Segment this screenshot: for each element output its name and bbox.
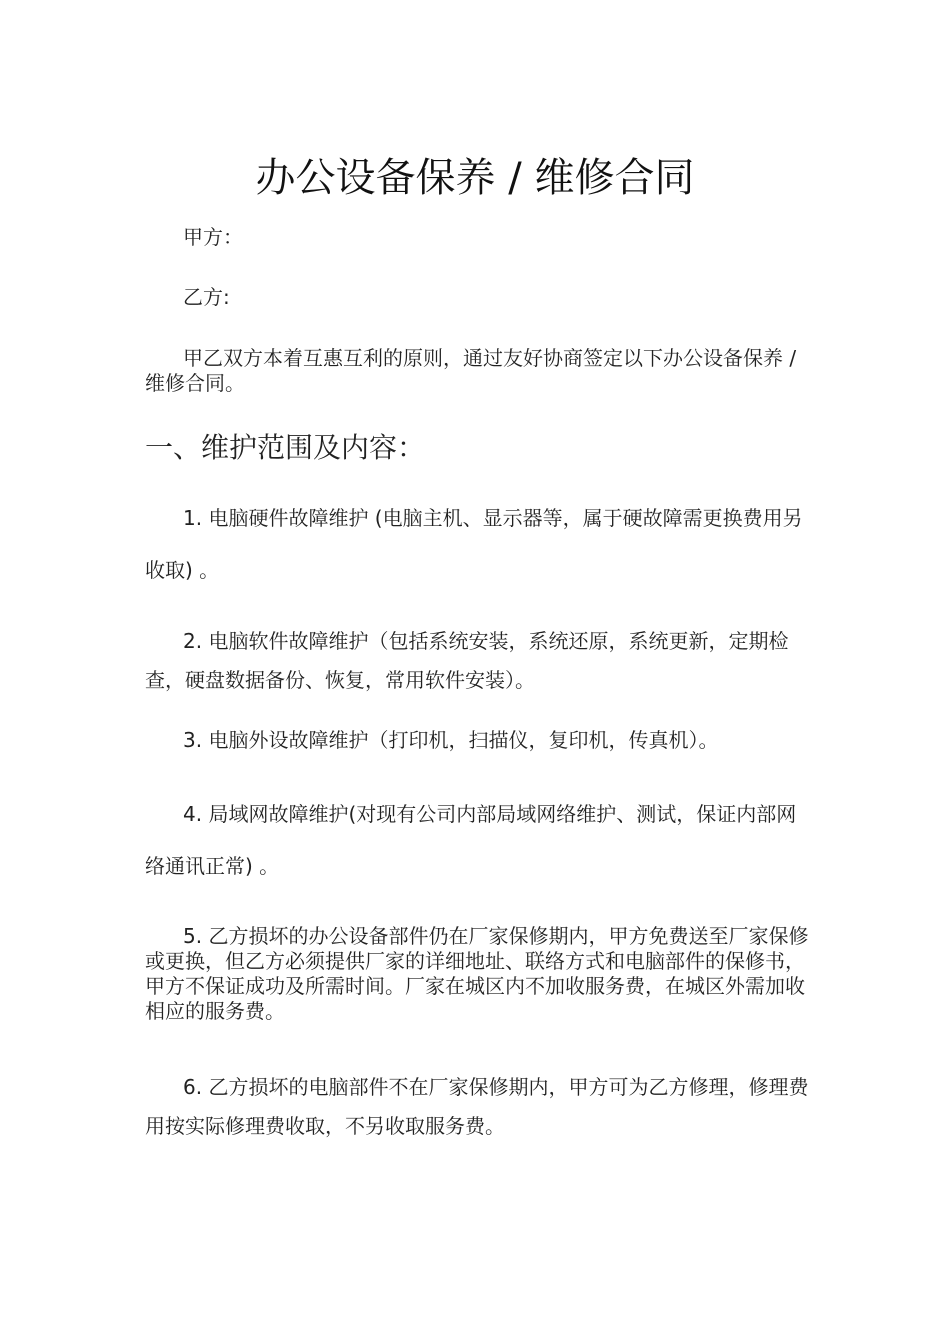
list-item: 4. 局域网故障维护(对现有公司内部局域网络维护、测试，保证内部网络通讯正常) 。 bbox=[145, 802, 797, 878]
list-item: 1. 电脑硬件故障维护 (电脑主机、显示器等，属于硬故障需更换费用另收取) 。 bbox=[145, 506, 803, 582]
section-heading: 一、维护范围及内容： bbox=[145, 431, 426, 464]
intro-paragraph: 甲乙双方本着互惠互利的原则，通过友好协商签定以下办公设备保养 / 维修合同。 bbox=[145, 346, 797, 395]
list-item: 6. 乙方损坏的电脑部件不在厂家保修期内，甲方可为乙方修理，修理费用按实际修理费收取，不另收取服务费。 bbox=[145, 1075, 809, 1138]
document-title: 办公设备保养 / 维修合同 bbox=[255, 155, 695, 201]
party-b-line: 乙方: bbox=[183, 285, 230, 309]
list-item: 3. 电脑外设故障维护（打印机，扫描仪，复印机，传真机）。 bbox=[183, 728, 719, 752]
party-a-line: 甲方： bbox=[183, 225, 243, 249]
list-item: 2. 电脑软件故障维护（包括系统安装，系统还原，系统更新，定期检查，硬盘数据备份、恢复，常用软件安装）。 bbox=[145, 629, 789, 692]
list-item: 5. 乙方损坏的办公设备部件仍在厂家保修期内，甲方免费送至厂家保修或更换，但乙方必须提供厂家的详细地址、联络方式和电脑部件的保修书，甲方不保证成功及所需时间。厂家在城区内不加收服务费，在城区外需加收相应的服务费。 bbox=[145, 924, 809, 1023]
